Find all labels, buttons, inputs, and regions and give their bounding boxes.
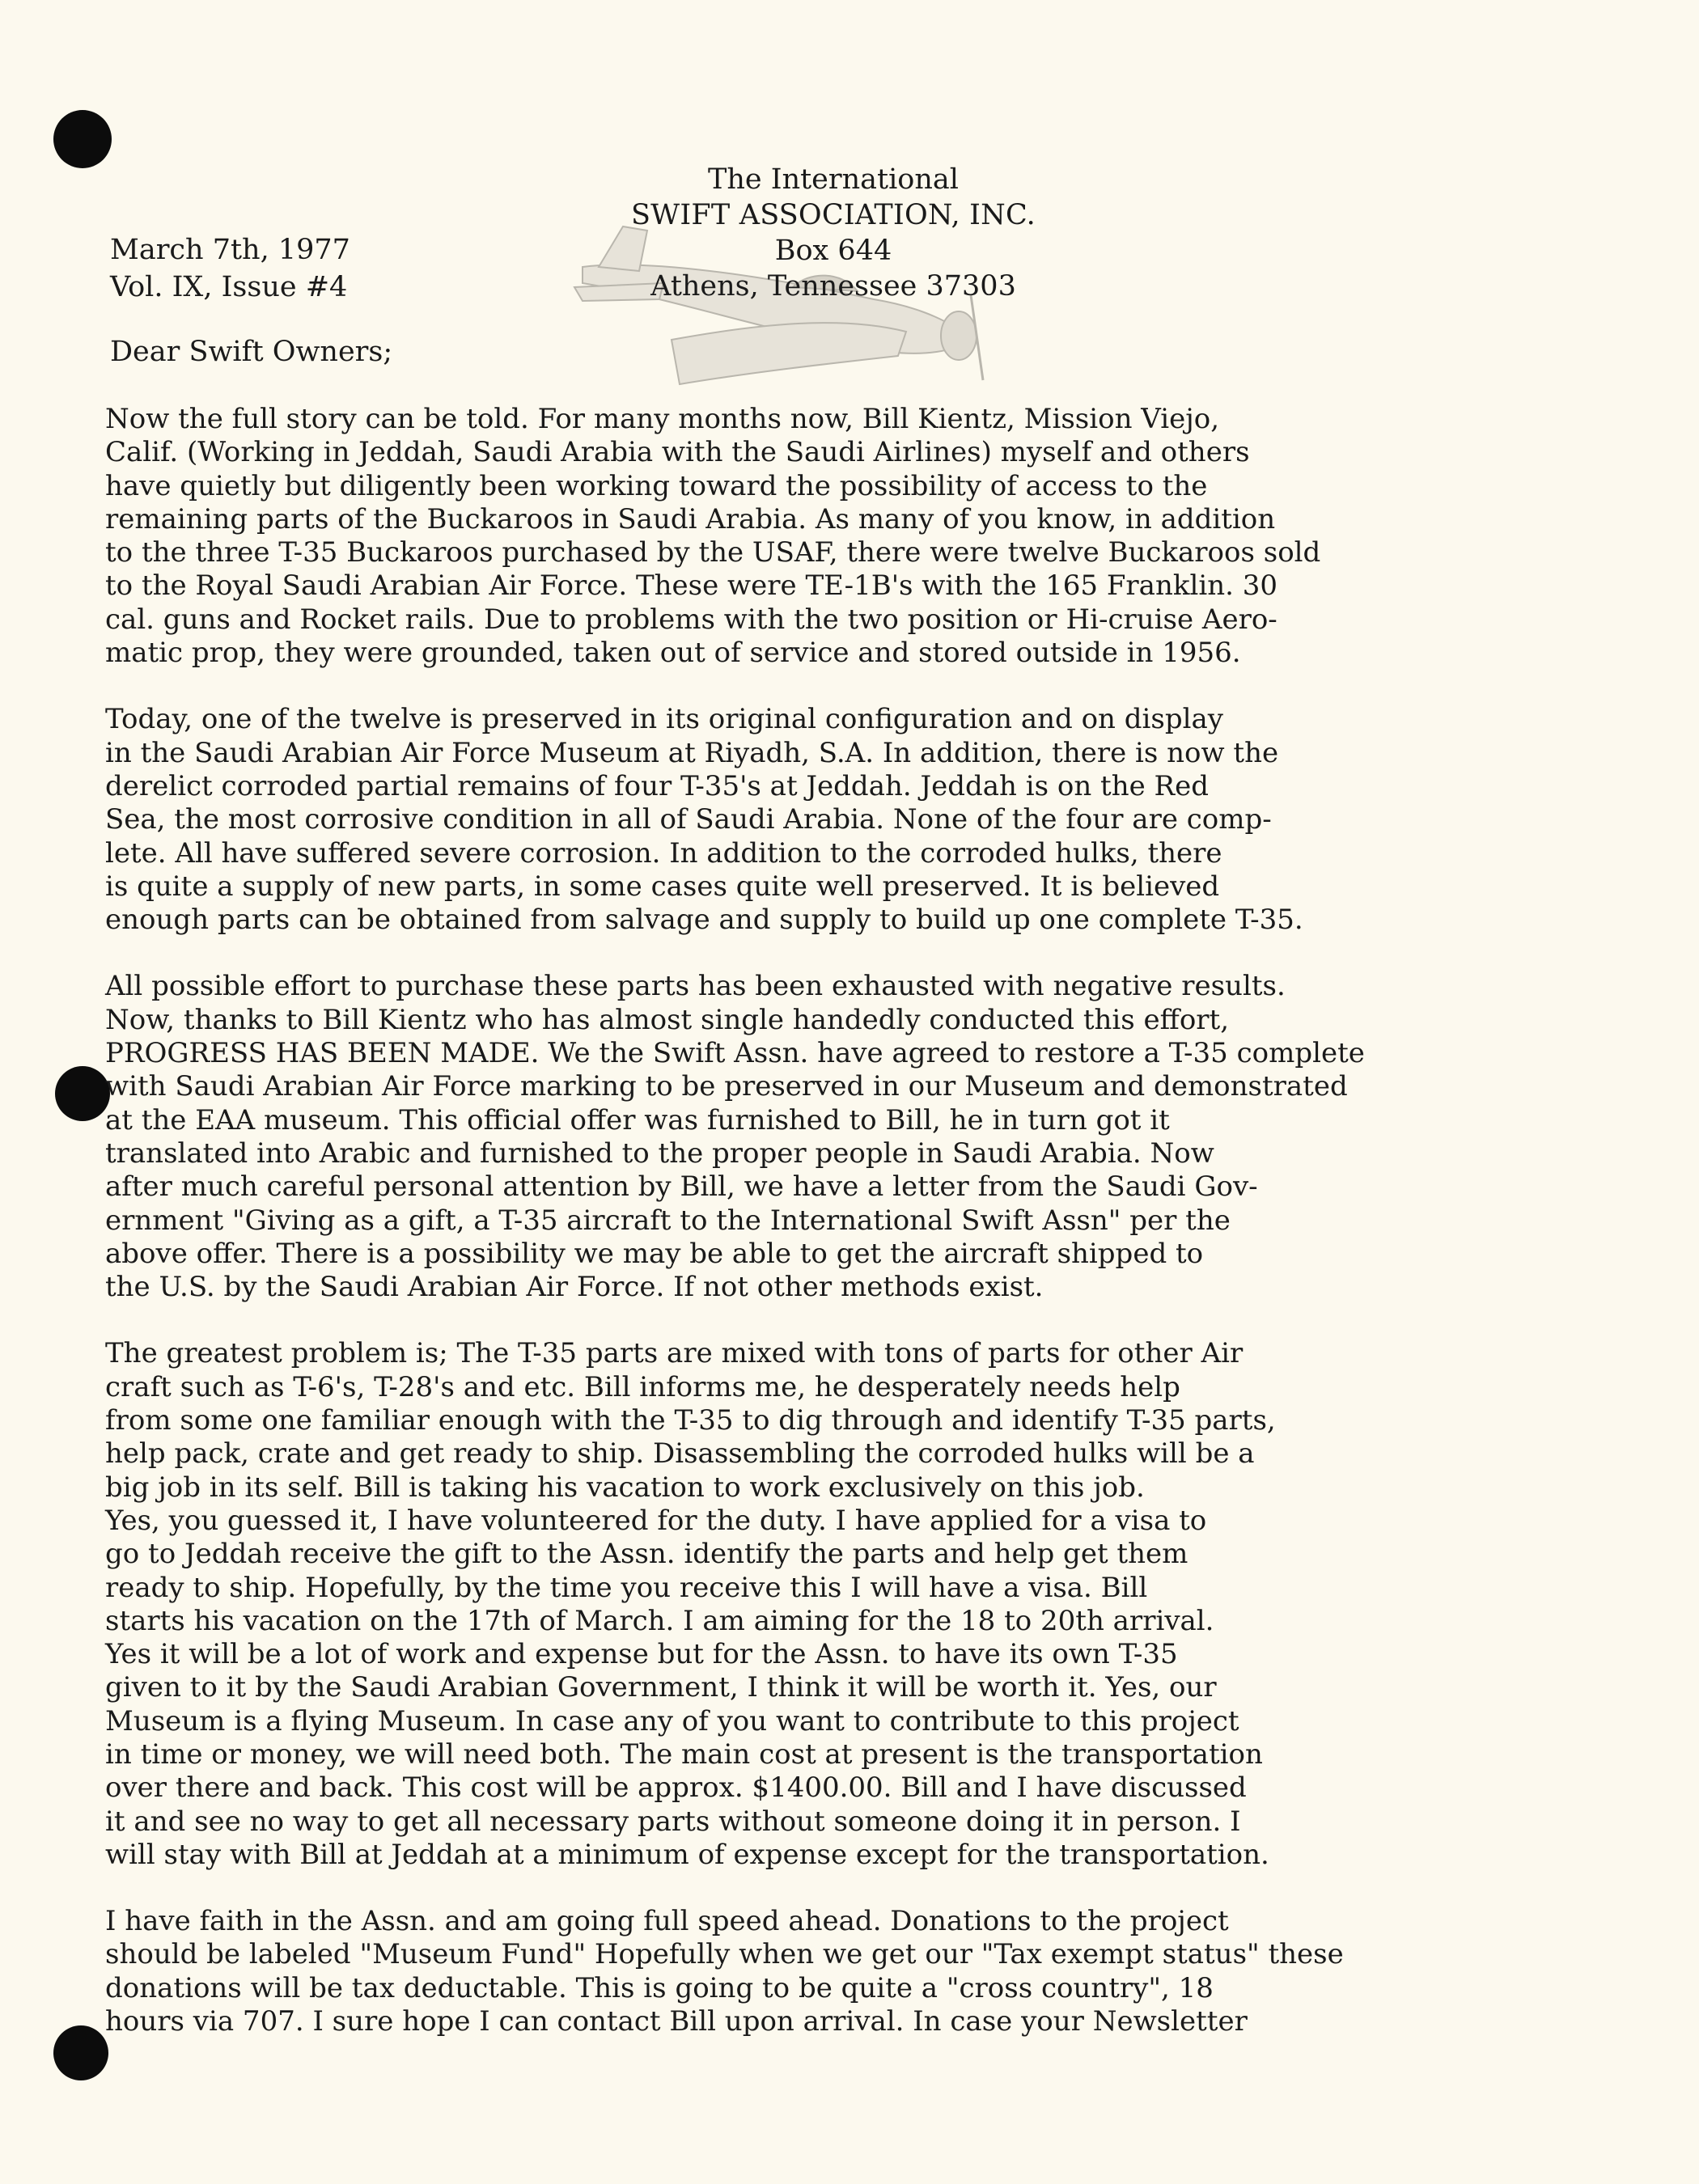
text-line: Sea, the most corrosive condition in all of Saudi Arabia. None of the four are comp- bbox=[105, 803, 1272, 836]
text-line: to the three T-35 Buckaroos purchased by the USAF, there were twelve Buckaroos sold bbox=[105, 536, 1321, 569]
text-line: over there and back. This cost will be approx. $1400.00. Bill and I have discussed bbox=[105, 1771, 1247, 1805]
text-line: in the Saudi Arabian Air Force Museum at Riyadh, S.A. In addition, there is now the bbox=[105, 736, 1279, 769]
text-line: enough parts can be obtained from salvage and supply to build up one complete T-35. bbox=[105, 904, 1303, 937]
text-line: matic prop, they were grounded, taken out of service and stored outside in 1956. bbox=[105, 637, 1241, 670]
letter-date: March 7th, 1977 bbox=[110, 234, 350, 266]
text-line: at the EAA museum. This official offer was furnished to Bill, he in turn got it bbox=[105, 1103, 1170, 1136]
letterhead-org-name: SWIFT ASSOCIATION, INC. bbox=[630, 199, 1036, 231]
punch-hole-middle bbox=[55, 1066, 110, 1121]
text-line: PROGRESS HAS BEEN MADE. We the Swift Assn. have agreed to restore a T-35 complete bbox=[105, 1037, 1365, 1070]
body-paragraph bbox=[105, 1905, 1561, 2038]
text-line: Museum is a flying Museum. In case any of you want to contribute to this project bbox=[105, 1704, 1239, 1737]
body-paragraph bbox=[105, 1337, 1561, 1872]
text-line: above offer. There is a possibility we may be able to get the aircraft shipped to bbox=[105, 1237, 1204, 1270]
issue-volume: Vol. IX, Issue #4 bbox=[110, 271, 348, 303]
body-paragraph bbox=[105, 970, 1561, 1304]
dateline bbox=[110, 231, 350, 306]
text-line: is quite a supply of new parts, in some cases quite well preserved. It is believed bbox=[105, 870, 1220, 903]
text-line: All possible effort to purchase these parts has been exhausted with negative results. bbox=[105, 970, 1286, 1003]
letterhead-line-1: The International bbox=[708, 163, 959, 196]
text-line: derelict corroded partial remains of four T-35's at Jeddah. Jeddah is on the Red bbox=[105, 769, 1210, 802]
text-line: starts his vacation on the 17th of March. I am aiming for the 18 to 20th arrival. bbox=[105, 1604, 1214, 1637]
text-line: remaining parts of the Buckaroos in Saudi Arabia. As many of you know, in addition bbox=[105, 502, 1276, 535]
text-line: will stay with Bill at Jeddah at a minimum of expense except for the transportation. bbox=[105, 1838, 1269, 1871]
text-line: Now the full story can be told. For many months now, Bill Kientz, Mission Viejo, bbox=[105, 403, 1220, 435]
text-line: The greatest problem is; The T-35 parts are mixed with tons of parts for other Air bbox=[105, 1337, 1244, 1370]
text-line: to the Royal Saudi Arabian Air Force. These were TE-1B's with the 165 Franklin. 30 bbox=[105, 569, 1277, 603]
text-line: help pack, crate and get ready to ship. Disassembling the corroded hulks will be a bbox=[105, 1437, 1255, 1471]
text-line: go to Jeddah receive the gift to the Assn. identify the parts and help get them bbox=[105, 1538, 1188, 1571]
text-line: the U.S. by the Saudi Arabian Air Force. If not other methods exist. bbox=[105, 1271, 1044, 1304]
text-line: translated into Arabic and furnished to the proper people in Saudi Arabia. Now bbox=[105, 1136, 1214, 1170]
text-line: lete. All have suffered severe corrosion. In addition to the corroded hulks, there bbox=[105, 836, 1222, 870]
text-line: I have faith in the Assn. and am going full speed ahead. Donations to the project bbox=[105, 1905, 1229, 1938]
letterhead-box: Box 644 bbox=[774, 235, 892, 267]
text-line: Yes it will be a lot of work and expense but for the Assn. to have its own T-35 bbox=[105, 1638, 1178, 1671]
text-line: Now, thanks to Bill Kientz who has almost single handedly conducted this effort, bbox=[105, 1003, 1230, 1036]
text-line: with Saudi Arabian Air Force marking to be preserved in our Museum and demonstrated bbox=[105, 1070, 1348, 1103]
text-line: donations will be tax deductable. This is going to be quite a "cross country", 18 bbox=[105, 1971, 1214, 2004]
text-line: cal. guns and Rocket rails. Due to problems with the two position or Hi-cruise Aero- bbox=[105, 603, 1277, 636]
letterhead bbox=[566, 162, 1100, 304]
letter-body bbox=[105, 403, 1561, 2072]
salutation: Dear Swift Owners; bbox=[110, 336, 393, 368]
text-line: in time or money, we will need both. The main cost at present is the transportation bbox=[105, 1737, 1263, 1771]
body-paragraph bbox=[105, 403, 1561, 670]
punch-hole-top bbox=[53, 110, 112, 168]
text-line: have quietly but diligently been working toward the possibility of access to the bbox=[105, 469, 1208, 502]
body-paragraph bbox=[105, 703, 1561, 937]
letterhead-city: Athens, Tennessee 37303 bbox=[650, 270, 1016, 303]
text-line: given to it by the Saudi Arabian Government, I think it will be worth it. Yes, our bbox=[105, 1671, 1217, 1704]
text-line: it and see no way to get all necessary parts without someone doing it in person. I bbox=[105, 1805, 1241, 1838]
text-line: Today, one of the twelve is preserved in its original configuration and on display bbox=[105, 703, 1223, 736]
punch-hole-bottom bbox=[53, 2025, 108, 2080]
text-line: from some one familiar enough with the T-35 to dig through and identify T-35 parts, bbox=[105, 1404, 1276, 1437]
text-line: Yes, you guessed it, I have volunteered for the duty. I have applied for a visa to bbox=[105, 1504, 1207, 1537]
text-line: Calif. (Working in Jeddah, Saudi Arabia with the Saudi Airlines) myself and others bbox=[105, 436, 1250, 469]
text-line: big job in its self. Bill is taking his vacation to work exclusively on this job. bbox=[105, 1471, 1145, 1504]
text-line: ready to ship. Hopefully, by the time you receive this I will have a visa. Bill bbox=[105, 1571, 1148, 1604]
text-line: ernment "Giving as a gift, a T-35 aircraft to the International Swift Assn" per the bbox=[105, 1204, 1231, 1237]
text-line: hours via 707. I sure hope I can contact Bill upon arrival. In case your Newsletter bbox=[105, 2005, 1248, 2038]
text-line: should be labeled "Museum Fund" Hopefully when we get our "Tax exempt status" these bbox=[105, 1938, 1344, 1971]
text-line: after much careful personal attention by Bill, we have a letter from the Saudi Gov- bbox=[105, 1170, 1258, 1204]
text-line: craft such as T-6's, T-28's and etc. Bill informs me, he desperately needs help bbox=[105, 1370, 1180, 1403]
